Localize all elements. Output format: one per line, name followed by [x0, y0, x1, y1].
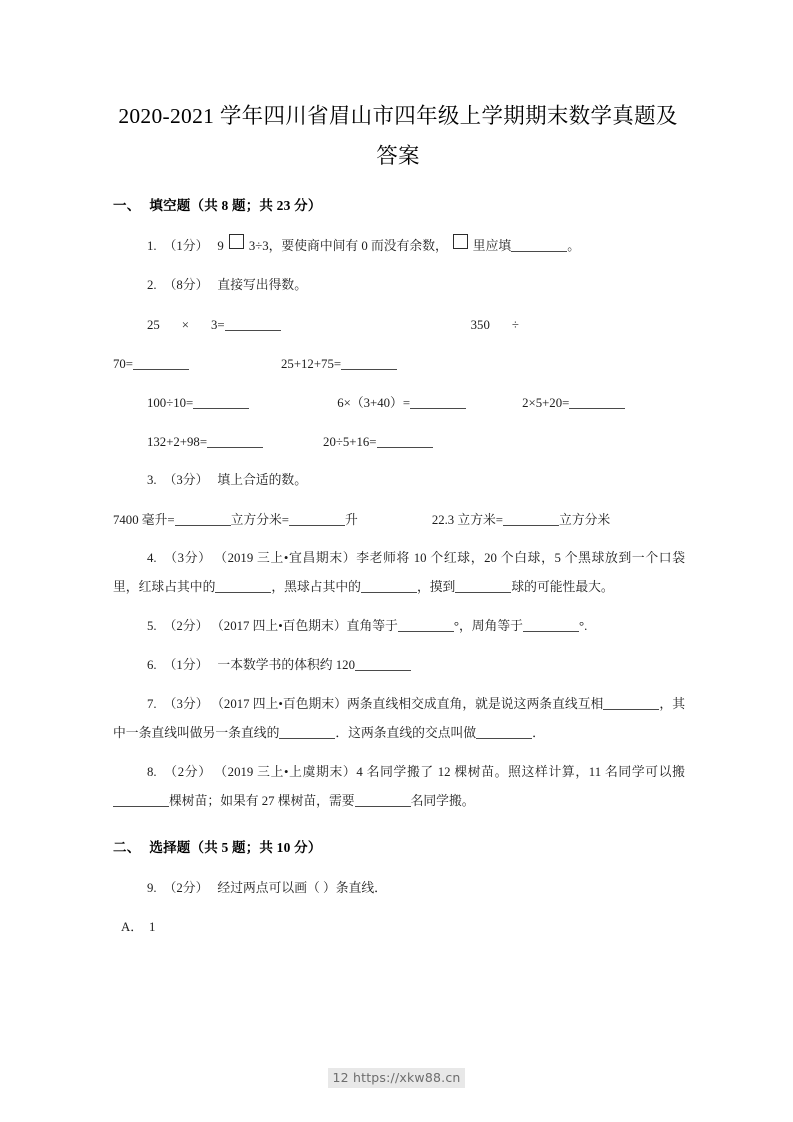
question-text: 球的可能性最大。 [511, 580, 614, 594]
section-number: 二、 [113, 840, 141, 855]
expression-text: 70= [113, 357, 134, 371]
question-3-conversion-row [113, 505, 685, 536]
answer-blank[interactable] [503, 512, 559, 525]
expression-operand: 25 [147, 318, 160, 332]
question-number: 6. [147, 658, 157, 672]
answer-blank[interactable] [355, 793, 411, 806]
question-4 [113, 544, 685, 602]
expression-text: 20÷5+16= [323, 435, 377, 449]
question-text: 一本数学书的体积约 120 [217, 658, 355, 672]
answer-blank[interactable] [133, 356, 189, 369]
question-2-arithmetic-row-2 [113, 349, 685, 380]
document-body [113, 196, 685, 942]
question-source-tag: （2019 三上•上虞期末） [220, 765, 357, 779]
expression-text: 100÷10= [147, 396, 194, 410]
answer-blank[interactable] [377, 434, 433, 447]
question-text: °. [578, 619, 588, 633]
empty-square-box-icon [453, 234, 468, 249]
question-2-arithmetic-row-3 [113, 388, 685, 419]
expression-operand: 350 [470, 318, 490, 332]
answer-blank[interactable] [410, 395, 466, 408]
answer-blank[interactable] [175, 512, 231, 525]
question-points: （1分） [163, 658, 209, 672]
answer-blank[interactable] [207, 434, 263, 447]
question-3 [113, 466, 685, 495]
answer-blank[interactable] [603, 696, 659, 709]
question-2-arithmetic-row-4 [113, 427, 685, 458]
answer-blank[interactable] [279, 725, 335, 738]
section-heading-multiple-choice [113, 838, 685, 858]
footer-url: https://xkw88.cn [352, 1070, 461, 1085]
conversion-text: 22.3 立方米= [431, 513, 504, 527]
answer-blank[interactable] [511, 238, 567, 251]
section-number: 一、 [113, 198, 141, 213]
question-points: （3分） [163, 697, 209, 711]
question-number: 9. [147, 881, 157, 895]
question-text: °，周角等于 [453, 619, 523, 633]
answer-blank[interactable] [355, 657, 411, 670]
question-points: （2分） [163, 765, 212, 779]
question-8 [113, 758, 685, 816]
question-text: 直接写出得数。 [217, 278, 307, 292]
question-number: 1. [147, 239, 157, 253]
answer-blank[interactable] [523, 618, 579, 631]
conversion-text: 立方分米= [230, 513, 290, 527]
conversion-unit: 升 [345, 513, 358, 527]
question-number: 8. [147, 765, 157, 779]
question-7 [113, 690, 685, 748]
question-6 [113, 651, 685, 680]
question-text: 棵树苗；如果有 27 棵树苗，需要 [169, 794, 355, 808]
question-9-option-a[interactable] [113, 913, 685, 942]
question-text: 3÷3，要使商中间有 0 而没有余数， [248, 239, 448, 253]
expression-text: 132+2+98= [147, 435, 208, 449]
expression-text: 2×5+20= [522, 396, 570, 410]
question-points: （3分） [163, 473, 209, 487]
question-text: 李老师将 10 个红球，20 个白球，5 个黑球放到一个口袋里，红球占其中的 [113, 551, 686, 594]
question-points: （2分） [163, 619, 209, 633]
question-source-tag: （2017 四上•百色期末） [217, 697, 347, 711]
question-number: 3. [147, 473, 157, 487]
question-source-tag: （2017 四上•百色期末） [217, 619, 347, 633]
question-text: 9 [217, 239, 224, 253]
option-value: 1 [149, 920, 156, 934]
answer-blank[interactable] [193, 395, 249, 408]
question-text: 两条直线相交成直角，就是说这两条直线互相 [346, 697, 604, 711]
footer-watermark [328, 1068, 464, 1088]
answer-blank[interactable] [215, 579, 271, 592]
answer-blank[interactable] [113, 793, 169, 806]
question-text: 填上合适的数。 [217, 473, 307, 487]
page-number: 12 [332, 1070, 349, 1085]
divide-icon: ÷ [511, 318, 519, 332]
question-text: ，其中一条直线叫做另一条直线的 [113, 697, 686, 740]
answer-blank[interactable] [225, 317, 281, 330]
question-text: ，黑球占其中的 [271, 580, 361, 594]
page-footer [0, 1068, 793, 1088]
question-text: ，摸到 [416, 580, 456, 594]
question-5 [113, 612, 685, 641]
question-text: ． [532, 726, 545, 740]
question-text: 经过两点可以画（ ）条直线． [217, 881, 387, 895]
conversion-text: 7400 毫升= [113, 513, 175, 527]
answer-blank[interactable] [341, 356, 397, 369]
expression-text: 6×（3+40）= [337, 396, 411, 410]
question-source-tag: （2019 三上•宜昌期末） [220, 551, 357, 565]
question-points: （2分） [163, 881, 209, 895]
question-2-arithmetic-row-1 [113, 310, 685, 341]
question-text: 。 [567, 239, 580, 253]
question-text: 直角等于 [346, 619, 398, 633]
answer-blank[interactable] [455, 579, 511, 592]
question-2 [113, 271, 685, 300]
question-number: 5. [147, 619, 157, 633]
expression-text: 3= [211, 318, 225, 332]
section-label: 选择题（共 5 题；共 10 分） [149, 840, 322, 855]
question-text: 名同学搬。 [410, 794, 475, 808]
answer-blank[interactable] [569, 395, 625, 408]
section-heading-fill-in-blank [113, 196, 685, 216]
section-label: 填空题（共 8 题；共 23 分） [149, 198, 322, 213]
question-1 [113, 232, 685, 261]
answer-blank[interactable] [289, 512, 345, 525]
question-number: 4. [147, 551, 157, 565]
question-text: 4 名同学搬了 12 棵树苗。照这样计算，11 名同学可以搬 [356, 765, 685, 779]
answer-blank[interactable] [361, 579, 417, 592]
expression-text: 25+12+75= [281, 357, 342, 371]
question-number: 2. [147, 278, 157, 292]
page-title: 2020-2021 学年四川省眉山市四年级上学期期末数学真题及答案 [118, 104, 678, 168]
option-letter: A． [121, 920, 144, 934]
answer-blank[interactable] [398, 618, 454, 631]
question-points: （8分） [163, 278, 209, 292]
question-points: （3分） [163, 551, 212, 565]
empty-square-box-icon [229, 234, 244, 249]
multiply-icon: × [181, 318, 190, 332]
question-number: 7. [147, 697, 157, 711]
question-text: ．这两条直线的交点叫做 [335, 726, 477, 740]
conversion-unit: 立方分米 [559, 513, 611, 527]
answer-blank[interactable] [476, 725, 532, 738]
question-text: 里应填 [472, 239, 512, 253]
question-points: （1分） [163, 239, 209, 253]
question-9 [113, 874, 685, 903]
